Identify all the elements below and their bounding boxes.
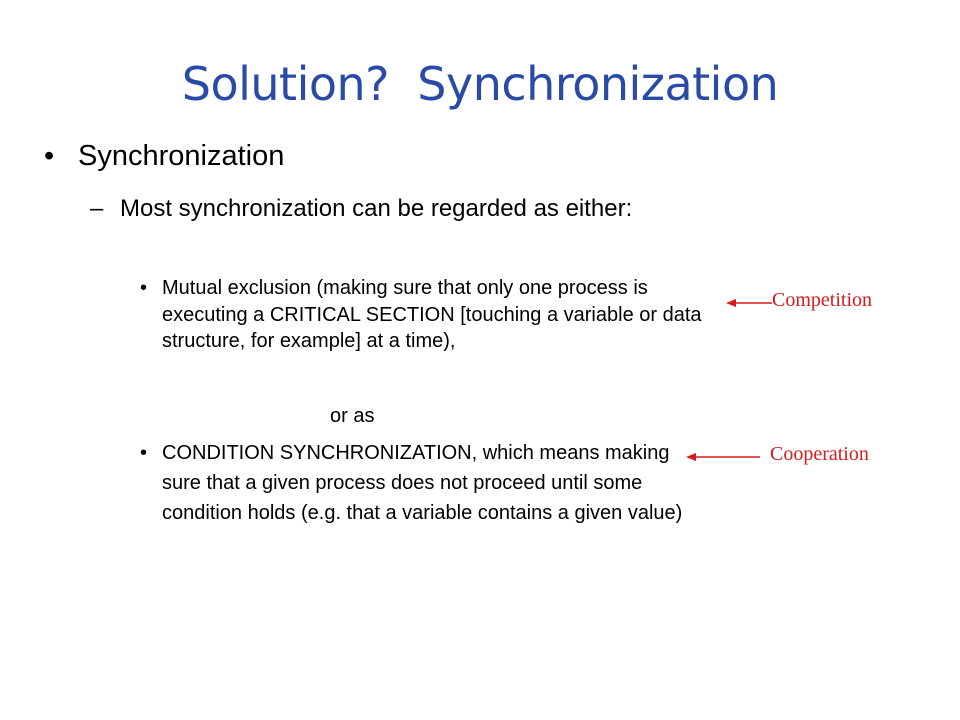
cooperation-label: Cooperation	[770, 443, 869, 465]
bullet-text: CONDITION SYNCHRONIZATION, which means making sure that a given process does not proceed until some condition holds (e.g. that a variable contains a given value)	[162, 442, 683, 524]
competition-label: Competition	[772, 289, 872, 311]
arrow-left-icon	[726, 297, 772, 309]
bullet-marker: •	[44, 140, 55, 172]
bullet-marker: •	[140, 277, 148, 299]
bullet-marker: •	[140, 442, 148, 464]
or-as-text: or as	[330, 405, 375, 427]
bullet-text: Most synchronization can be regarded as either:	[120, 195, 633, 222]
arrow-left-icon	[686, 451, 760, 463]
dash-marker: –	[90, 195, 104, 222]
slide-title: Solution? Synchronization	[181, 57, 779, 111]
bullet-text: Mutual exclusion (making sure that only one process is executing a CRITICAL SECTION [touching a variable or data structure, for example] at a time),	[162, 277, 702, 352]
bullet-text: Synchronization	[78, 140, 285, 172]
